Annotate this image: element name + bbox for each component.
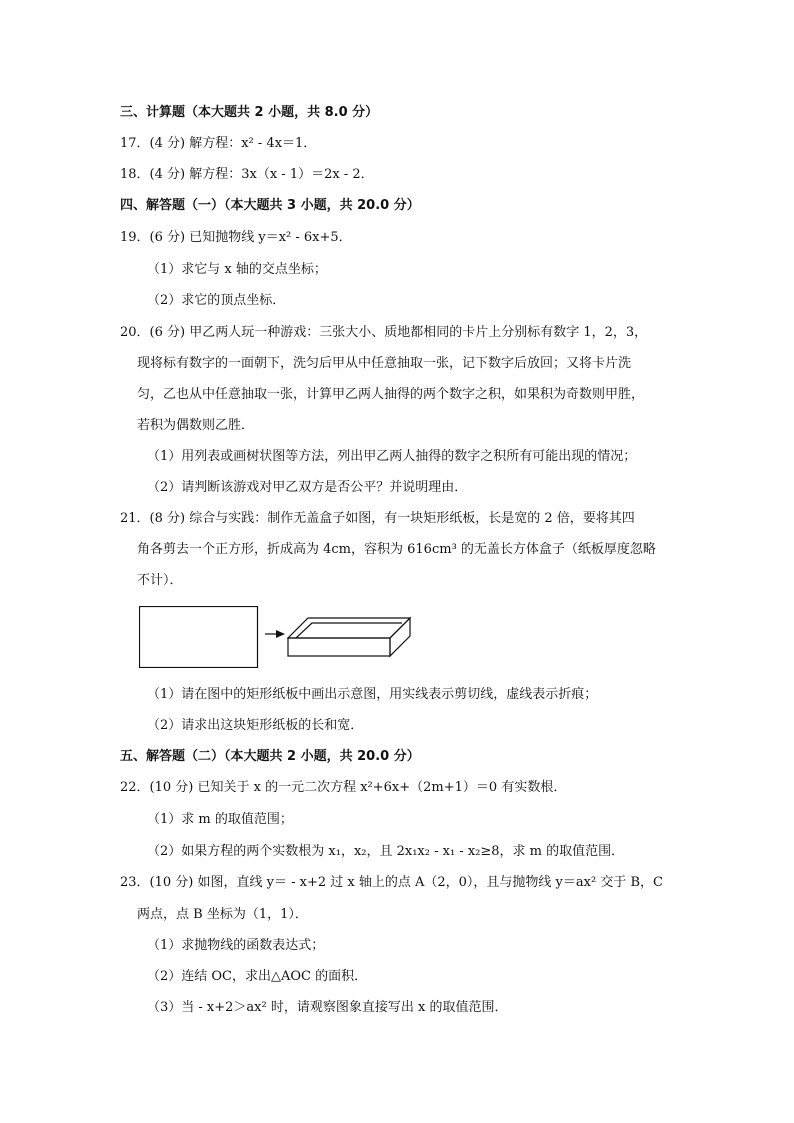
question-17: 17．(4 分) 解方程：x² - 4x＝1．	[120, 136, 317, 151]
rectangular-cardboard	[140, 607, 258, 668]
question-22-part-2: （2）如果方程的两个实数根为 x₁，x₂，且 2x₁x₂ - x₁ - x₂≥8，求 m 的取值范围．	[147, 844, 625, 859]
question-20-line-4: 若积为偶数则乙胜．	[137, 418, 255, 433]
question-21-line-1: 21．(8 分) 综合与实践：制作无盖盒子如图，有一块矩形纸板，长是宽的 2 倍，要将其四	[120, 511, 635, 526]
question-21-line-2: 角各剪去一个正方形，折成高为 4cm，容积为 616cm³ 的无盖长方体盒子（纸板厚度忽略	[137, 542, 656, 557]
question-23-part-2: （2）连结 OC，求出△AOC 的面积．	[147, 969, 368, 984]
question-18: 18．(4 分) 解方程：3x（x - 1）＝2x - 2．	[120, 167, 374, 182]
question-22-stem: 22．(10 分) 已知关于 x 的一元二次方程 x²+6x+（2m+1）＝0 有实数根．	[120, 780, 567, 795]
question-23-line-1: 23．(10 分) 如图，直线 y＝ - x+2 过 x 轴上的点 A（2，0），且与抛物线 y＝ax² 交于 B，C	[120, 875, 663, 890]
question-19-part-1: （1）求它与 x 轴的交点坐标；	[147, 262, 327, 277]
question-21-part-2: （2）请求出这块矩形纸板的长和宽．	[147, 718, 364, 733]
question-19-part-2: （2）求它的顶点坐标．	[147, 293, 286, 308]
question-23-part-1: （1）求抛物线的函数表达式；	[147, 938, 325, 953]
question-20-part-1: （1）用列表或画树状图等方法，列出甲乙两人抽得的数字之积所有可能出现的情况；	[147, 449, 637, 464]
question-23-part-3: （3）当 - x+2＞ax² 时，请观察图象直接写出 x 的取值范围．	[147, 1000, 508, 1015]
question-21-line-3: 不计）．	[137, 573, 183, 588]
question-21-part-1: （1）请在图中的矩形纸板中画出示意图，用实线表示剪切线，虚线表示折痕；	[147, 687, 598, 702]
section-5-heading: 五、解答题（二）（本大题共 2 小题，共 20.0 分）	[120, 749, 420, 764]
section-4-heading: 四、解答题（一）（本大题共 3 小题，共 20.0 分）	[120, 198, 420, 213]
section-3-heading: 三、计算题（本大题共 2 小题，共 8.0 分）	[120, 105, 379, 120]
arrow-icon	[265, 630, 285, 638]
open-box-drawing	[288, 618, 410, 656]
question-19-stem: 19．(6 分) 已知抛物线 y＝x² - 6x+5．	[120, 230, 352, 245]
question-20-part-2: （2）请判断该游戏对甲乙双方是否公平？并说明理由．	[147, 480, 468, 495]
box-figure	[139, 606, 411, 668]
question-22-part-1: （1）求 m 的取值范围；	[147, 812, 293, 827]
question-20-line-1: 20．(6 分) 甲乙两人玩一种游戏：三张大小、质地都相同的卡片上分别标有数字 1，2，3，	[120, 325, 648, 340]
question-23-line-2: 两点，点 B 坐标为（1，1）．	[137, 907, 308, 922]
question-20-line-3: 匀，乙也从中任意抽取一张，计算甲乙两人抽得的两个数字之积，如果积为奇数则甲胜，	[137, 387, 645, 402]
question-20-line-2: 现将标有数字的一面朝下，洗匀后甲从中任意抽取一张，记下数字后放回；又将卡片洗	[137, 356, 632, 371]
